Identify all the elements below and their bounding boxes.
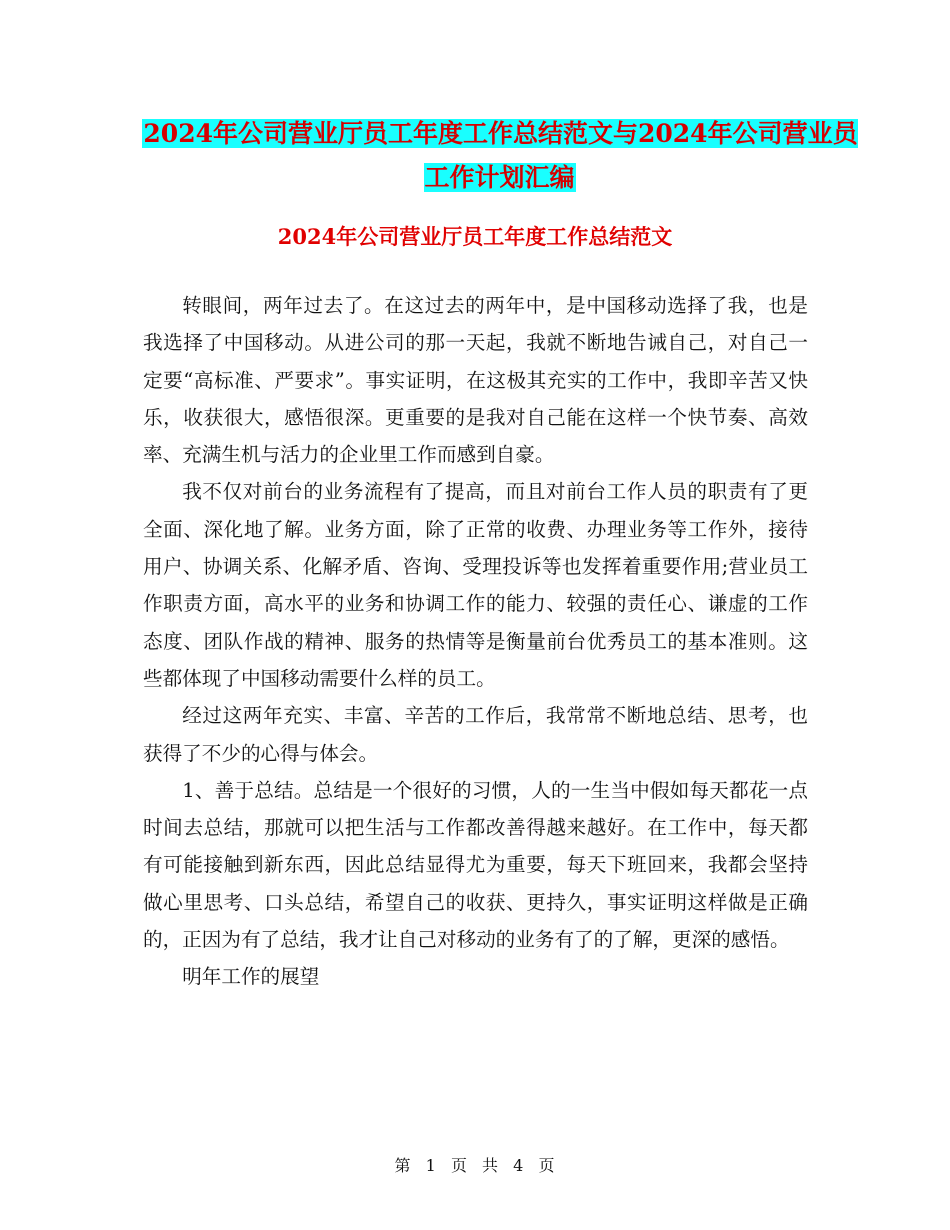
paragraph: 转眼间，两年过去了。在这过去的两年中，是中国移动选择了我，也是我选择了中国移动。从进公司的那一天起，我就不断地告诫自己，对自己一定要“高标准、严要求”。事实证明，在这极其充实的工作中，我即辛苦又快乐，收获很大，感悟很深。更重要的是我对自己能在这样一个快节奏、高效率、充满生机与活力的企业里工作而感到自豪。	[143, 294, 808, 467]
document-body	[143, 287, 808, 996]
footer-current-page: 1	[425, 1156, 437, 1175]
paragraph: 1、善于总结。总结是一个很好的习惯，人的一生当中假如每天都花一点时间去总结，那就可以把生活与工作都改善得越来越好。在工作中，每天都有可能接触到新东西，因此总结显得尤为重要，每天下班回来，我都会坚持做心里思考、口头总结，希望自己的收获、更持久，事实证明这样做是正确的，正因为有了总结，我才让自己对移动的业务有了的了解，更深的感悟。	[143, 778, 808, 952]
page-footer	[0, 1153, 950, 1176]
paragraph: 明年工作的展望	[182, 965, 320, 989]
footer-total-pages: 4	[513, 1156, 525, 1175]
paragraph: 经过这两年充实、丰富、辛苦的工作后，我常常不断地总结、思考，也获得了不少的心得与体会。	[143, 704, 808, 765]
paragraph: 我不仅对前台的业务流程有了提高，而且对前台工作人员的职责有了更全面、深化地了解。业务方面，除了正常的收费、办理业务等工作外，接待用户、协调关系、化解矛盾、咨询、受理投诉等也发挥着重要作用;营业员工作职责方面，高水平的业务和协调工作的能力、较强的责任心、谦虚的工作态度、团队作战的精神、服务的热情等是衡量前台优秀员工的基本准则。这些都体现了中国移动需要什么样的员工。	[143, 480, 808, 690]
footer-mid: 页	[450, 1156, 468, 1175]
main-title-text: 2024年公司营业厅员工年度工作总结范文与2024年公司营业员工作计划汇编	[143, 119, 858, 192]
footer-prefix: 第	[394, 1156, 412, 1175]
footer-total-label: 共	[482, 1156, 500, 1175]
document-main-title	[140, 112, 860, 200]
footer-suffix: 页	[538, 1156, 556, 1175]
section-title: 2024年公司营业厅员工年度工作总结范文	[277, 224, 673, 249]
